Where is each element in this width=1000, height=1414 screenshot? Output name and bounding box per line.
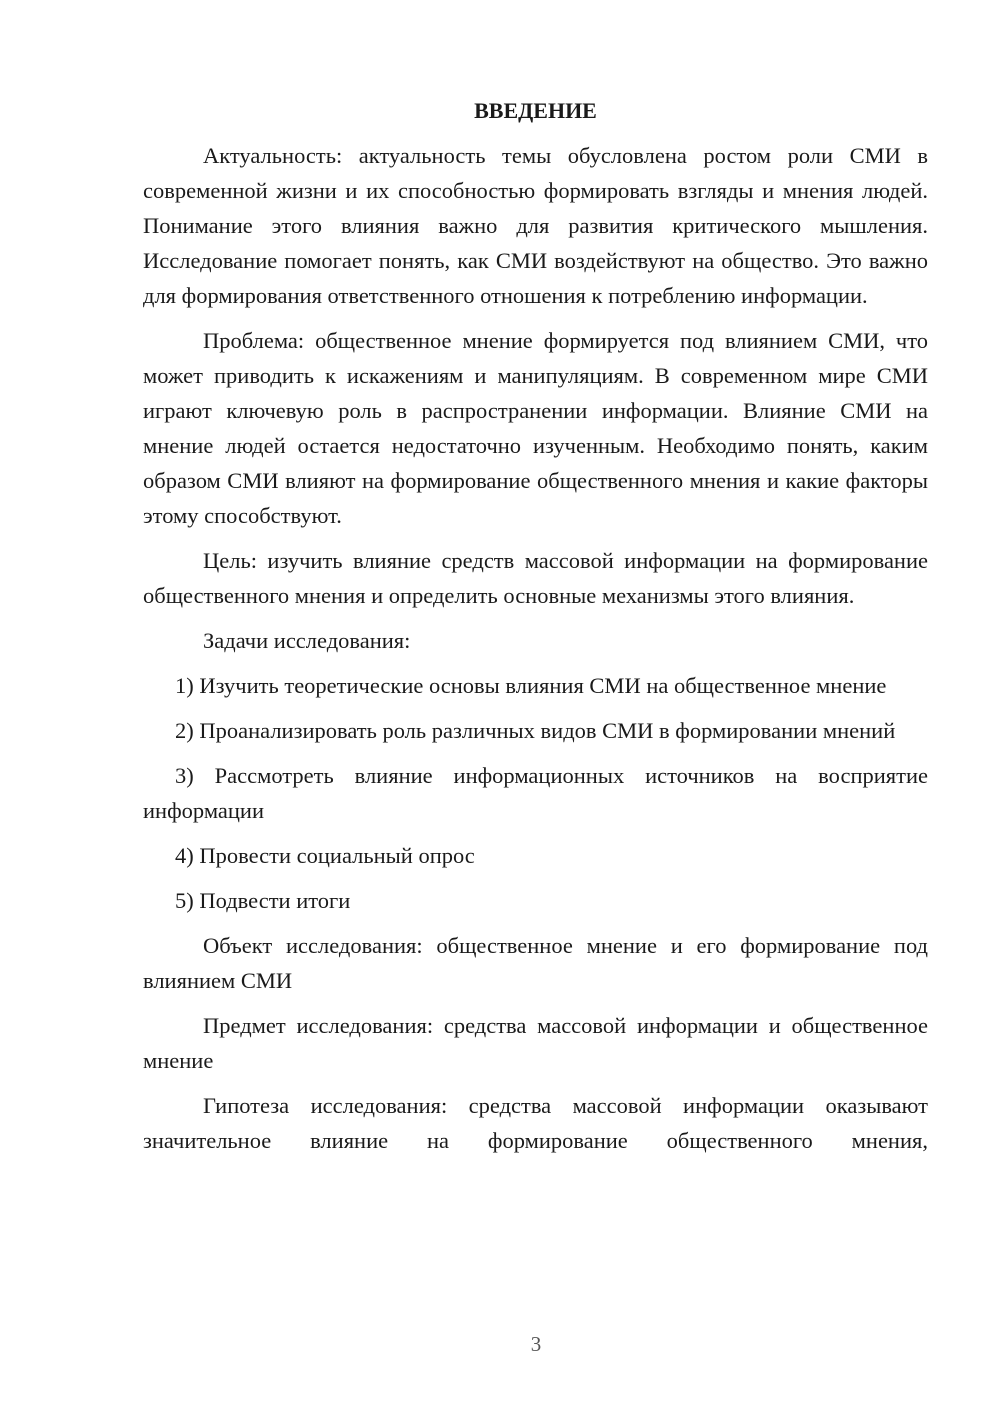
task-item-4: 4) Провести социальный опрос bbox=[175, 843, 475, 868]
task-item-5: 5) Подвести итоги bbox=[175, 888, 351, 913]
task-item-3: 3) Рассмотреть влияние информационных источников на восприятие информации bbox=[143, 763, 928, 823]
task-item-1: 1) Изучить теоретические основы влияния СМИ на общественное мнение bbox=[175, 673, 887, 698]
subject-paragraph: Предмет исследования: средства массовой информации и общественное мнение bbox=[143, 1013, 928, 1073]
section-title: ВВЕДЕНИЕ bbox=[474, 98, 597, 123]
goal-paragraph: Цель: изучить влияние средств массовой информации на формирование общественного мнения и определить основные механизмы этого влияния. bbox=[143, 548, 928, 608]
page-content bbox=[143, 90, 928, 1168]
hypothesis-paragraph: Гипотеза исследования: средства массовой информации оказывают значительное влияние на формирование общественного мнения, bbox=[143, 1093, 928, 1153]
tasks-heading: Задачи исследования: bbox=[203, 628, 411, 653]
relevance-paragraph: Актуальность: актуальность темы обусловлена ростом роли СМИ в современной жизни и их способностью формировать взгляды и мнения людей. Понимание этого влияния важно для развития критического мышления. Исследование помогает понять, как СМИ воздействуют на общество. Это важно для формирования ответственного отношения к потреблению информации. bbox=[143, 143, 928, 308]
task-item-2: 2) Проанализировать роль различных видов СМИ в формировании мнений bbox=[175, 718, 896, 743]
page-number: 3 bbox=[530, 1332, 542, 1356]
problem-paragraph: Проблема: общественное мнение формируется под влиянием СМИ, что может приводить к искажениям и манипуляциям. В современном мире СМИ играют ключевую роль в распространении информации. Влияние СМИ на мнение людей остается недостаточно изученным. Необходимо понять, каким образом СМИ влияют на формирование общественного мнения и какие факторы этому способствуют. bbox=[143, 328, 928, 528]
object-paragraph: Объект исследования: общественное мнение и его формирование под влиянием СМИ bbox=[143, 933, 928, 993]
